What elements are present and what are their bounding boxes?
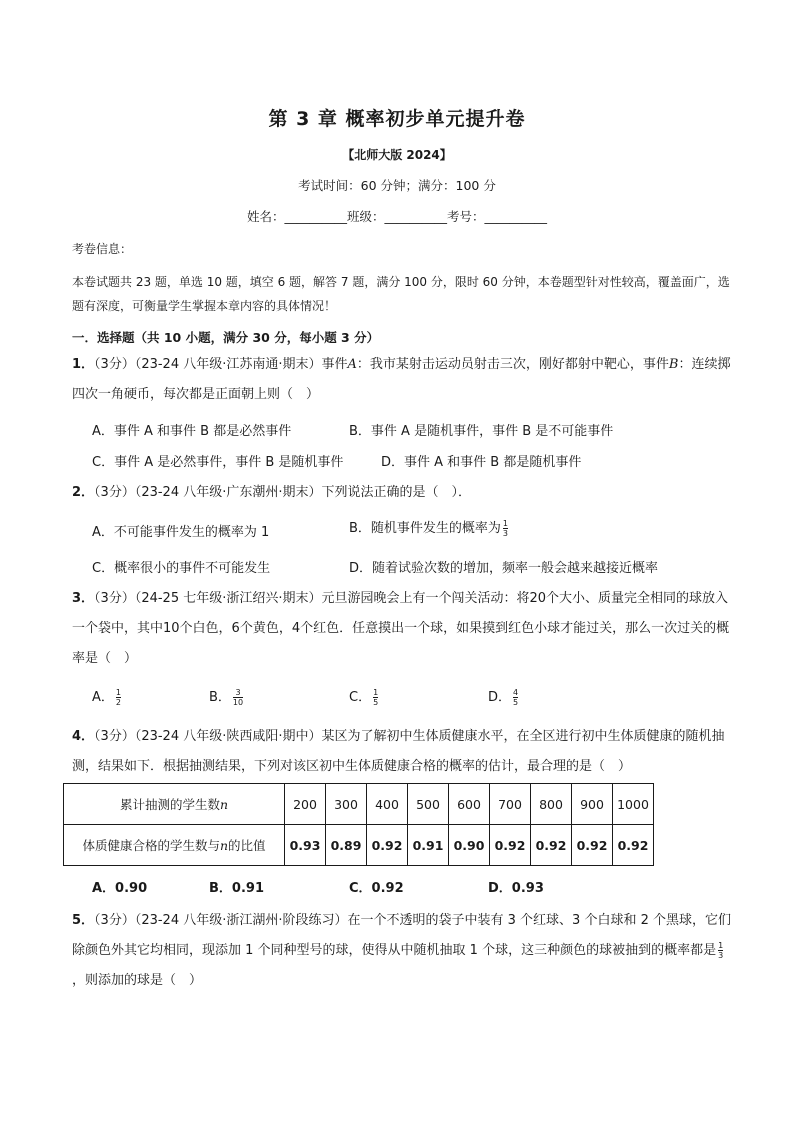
option-a: A．事件 A 和事件 B 都是必然事件 bbox=[92, 424, 292, 439]
fraction bbox=[116, 688, 121, 707]
option-c: C．0.92 bbox=[349, 881, 404, 896]
question-number: 2． bbox=[72, 485, 95, 500]
question-text: 元旦游园晚会上有一个闯关活动：将20个大小、质量完全相同的球放入一个袋中，其中10个白色，6个黄色，4个红色．任意摸出一个球，如果摸到红色小球才能过关，那么一次过关的概率是（ ） bbox=[72, 591, 730, 666]
question-source: （3分）（23-24 八年级·陕西咸阳·期中） bbox=[94, 729, 322, 744]
variable: A bbox=[347, 357, 357, 372]
question-source: （3分）（24-25 七年级·浙江绍兴·期末） bbox=[94, 591, 322, 606]
variable: n bbox=[219, 838, 229, 853]
question-text: ，则添加的球是（ ） bbox=[72, 973, 203, 988]
fraction bbox=[513, 688, 518, 707]
edition-label: 【北师大版 2024】 bbox=[342, 148, 452, 162]
variable: B bbox=[668, 357, 679, 372]
fraction-denominator: 5 bbox=[373, 698, 379, 707]
question-text: ：我市某射击运动员射击三次，刚好都射中靶心，事件 bbox=[356, 357, 669, 372]
table-cell: 0.91 bbox=[408, 825, 449, 866]
table-cell: 0.90 bbox=[449, 825, 490, 866]
question-number: 1． bbox=[72, 357, 95, 372]
question-text: 在一个不透明的袋子中装有 3 个红球、3 个白球和 2 个黑球，它们除颜色外其它均相同，现添加 1 个同种型号的球，使得从中随机抽取 1 个球，这三种颜色的球被抽到的概率都是 bbox=[72, 913, 731, 958]
option-a: A．不可能事件发生的概率为 1 bbox=[92, 525, 270, 540]
question-source: （3分）（23-24 八年级·江苏南通·期末） bbox=[94, 357, 322, 372]
option-label: C． bbox=[349, 690, 372, 705]
table-cell: 0.92 bbox=[613, 825, 654, 866]
fraction-numerator: 4 bbox=[513, 688, 519, 697]
question-1 bbox=[72, 350, 732, 410]
question-text: 下列说法正确的是（ ）． bbox=[321, 485, 472, 500]
table-row bbox=[64, 784, 654, 825]
table-cell: 0.92 bbox=[367, 825, 408, 866]
table-cell: 700 bbox=[490, 784, 531, 825]
table-cell: 0.92 bbox=[572, 825, 613, 866]
row-header bbox=[64, 784, 285, 825]
row-header bbox=[64, 825, 285, 866]
fraction-numerator: 1 bbox=[502, 519, 509, 528]
fraction-numerator: 1 bbox=[718, 941, 724, 950]
paper-info-label: 考卷信息： bbox=[72, 242, 133, 256]
question-4 bbox=[72, 722, 732, 782]
question-number: 3． bbox=[72, 591, 95, 606]
option-label: D． bbox=[488, 690, 512, 705]
row-header-text: 累计抽测的学生数 bbox=[119, 797, 220, 812]
option-b bbox=[209, 686, 245, 707]
option-label: A． bbox=[92, 690, 114, 705]
variable: n bbox=[219, 797, 229, 812]
table-cell: 1000 bbox=[613, 784, 654, 825]
exam-info: 考试时间：60 分钟；满分：100 分 bbox=[298, 178, 496, 193]
fraction bbox=[373, 688, 378, 707]
question-source: （3分）（23-24 八年级·广东潮州·期末） bbox=[94, 485, 322, 500]
page-title: 第 3 章 概率初步单元提升卷 bbox=[268, 108, 526, 130]
fraction-numerator: 1 bbox=[373, 688, 379, 697]
fraction-denominator: 10 bbox=[232, 698, 244, 707]
row-header-text: 的比值 bbox=[228, 838, 266, 853]
option-label: B．随机事件发生的概率为 bbox=[349, 521, 501, 536]
option-b: B．事件 A 是随机事件，事件 B 是不可能事件 bbox=[349, 424, 614, 439]
option-label: B． bbox=[209, 690, 231, 705]
fraction-numerator: 3 bbox=[235, 688, 241, 697]
fraction bbox=[233, 688, 243, 707]
option-c: C．事件 A 是必然事件，事件 B 是随机事件 bbox=[92, 455, 344, 470]
fraction-denominator: 5 bbox=[513, 698, 519, 707]
question-text: 事件 bbox=[321, 357, 348, 372]
table-cell: 800 bbox=[531, 784, 572, 825]
paper-info-text: 本卷试题共 23 题，单选 10 题，填空 6 题，解答 7 题，满分 100 分，限时 60 分钟，本卷题型针对性较高，覆盖面广，选题有深度，可衡量学生掌握本章内容的具体情况！ bbox=[72, 275, 730, 313]
fraction-denominator: 3 bbox=[502, 529, 509, 538]
table-cell: 400 bbox=[367, 784, 408, 825]
student-id-line: 姓名：__________班级：__________考号：__________ bbox=[246, 209, 547, 224]
question-number: 5． bbox=[72, 913, 95, 928]
question-number: 4． bbox=[72, 729, 95, 744]
option-d: D．事件 A 和事件 B 都是随机事件 bbox=[381, 455, 582, 470]
question-5 bbox=[72, 906, 732, 996]
section-heading: 一．选择题（共 10 小题，满分 30 分，每小题 3 分） bbox=[72, 330, 380, 345]
table-cell: 0.93 bbox=[285, 825, 326, 866]
option-c bbox=[349, 686, 380, 707]
table-cell: 200 bbox=[285, 784, 326, 825]
question-3 bbox=[72, 584, 732, 674]
fraction bbox=[718, 941, 723, 960]
option-d: D．0.93 bbox=[488, 881, 544, 896]
option-d bbox=[488, 686, 520, 707]
option-a: A．0.90 bbox=[92, 881, 148, 896]
question-source: （3分）（23-24 八年级·浙江湖州·阶段练习） bbox=[94, 913, 348, 928]
table-cell: 0.89 bbox=[326, 825, 367, 866]
question-text: ：连续掷四次一角硬币，每次都是正面朝上则（ ） bbox=[72, 357, 731, 402]
option-c: C．概率很小的事件不可能发生 bbox=[92, 561, 271, 576]
question-2 bbox=[72, 478, 732, 508]
table-cell: 0.92 bbox=[531, 825, 572, 866]
table-cell: 600 bbox=[449, 784, 490, 825]
question-text: 某区为了解初中生体质健康水平，在全区进行初中生体质健康的随机抽测，结果如下．根据抽测结果，下列对该区初中生体质健康合格的概率的估计，最合理的是（ ） bbox=[72, 729, 725, 774]
data-table bbox=[63, 783, 654, 866]
option-b bbox=[349, 517, 510, 538]
fraction-numerator: 1 bbox=[115, 688, 121, 697]
table-cell: 300 bbox=[326, 784, 367, 825]
option-a bbox=[92, 686, 123, 707]
table-cell: 900 bbox=[572, 784, 613, 825]
table-cell: 500 bbox=[408, 784, 449, 825]
fraction bbox=[503, 519, 508, 538]
table-row bbox=[64, 825, 654, 866]
option-d: D．随着试验次数的增加，频率一般会越来越接近概率 bbox=[349, 561, 659, 576]
table-cell: 0.92 bbox=[490, 825, 531, 866]
fraction-denominator: 2 bbox=[115, 698, 121, 707]
option-b: B．0.91 bbox=[209, 881, 264, 896]
row-header-text: 体质健康合格的学生数与 bbox=[82, 838, 220, 853]
fraction-denominator: 3 bbox=[718, 951, 724, 960]
